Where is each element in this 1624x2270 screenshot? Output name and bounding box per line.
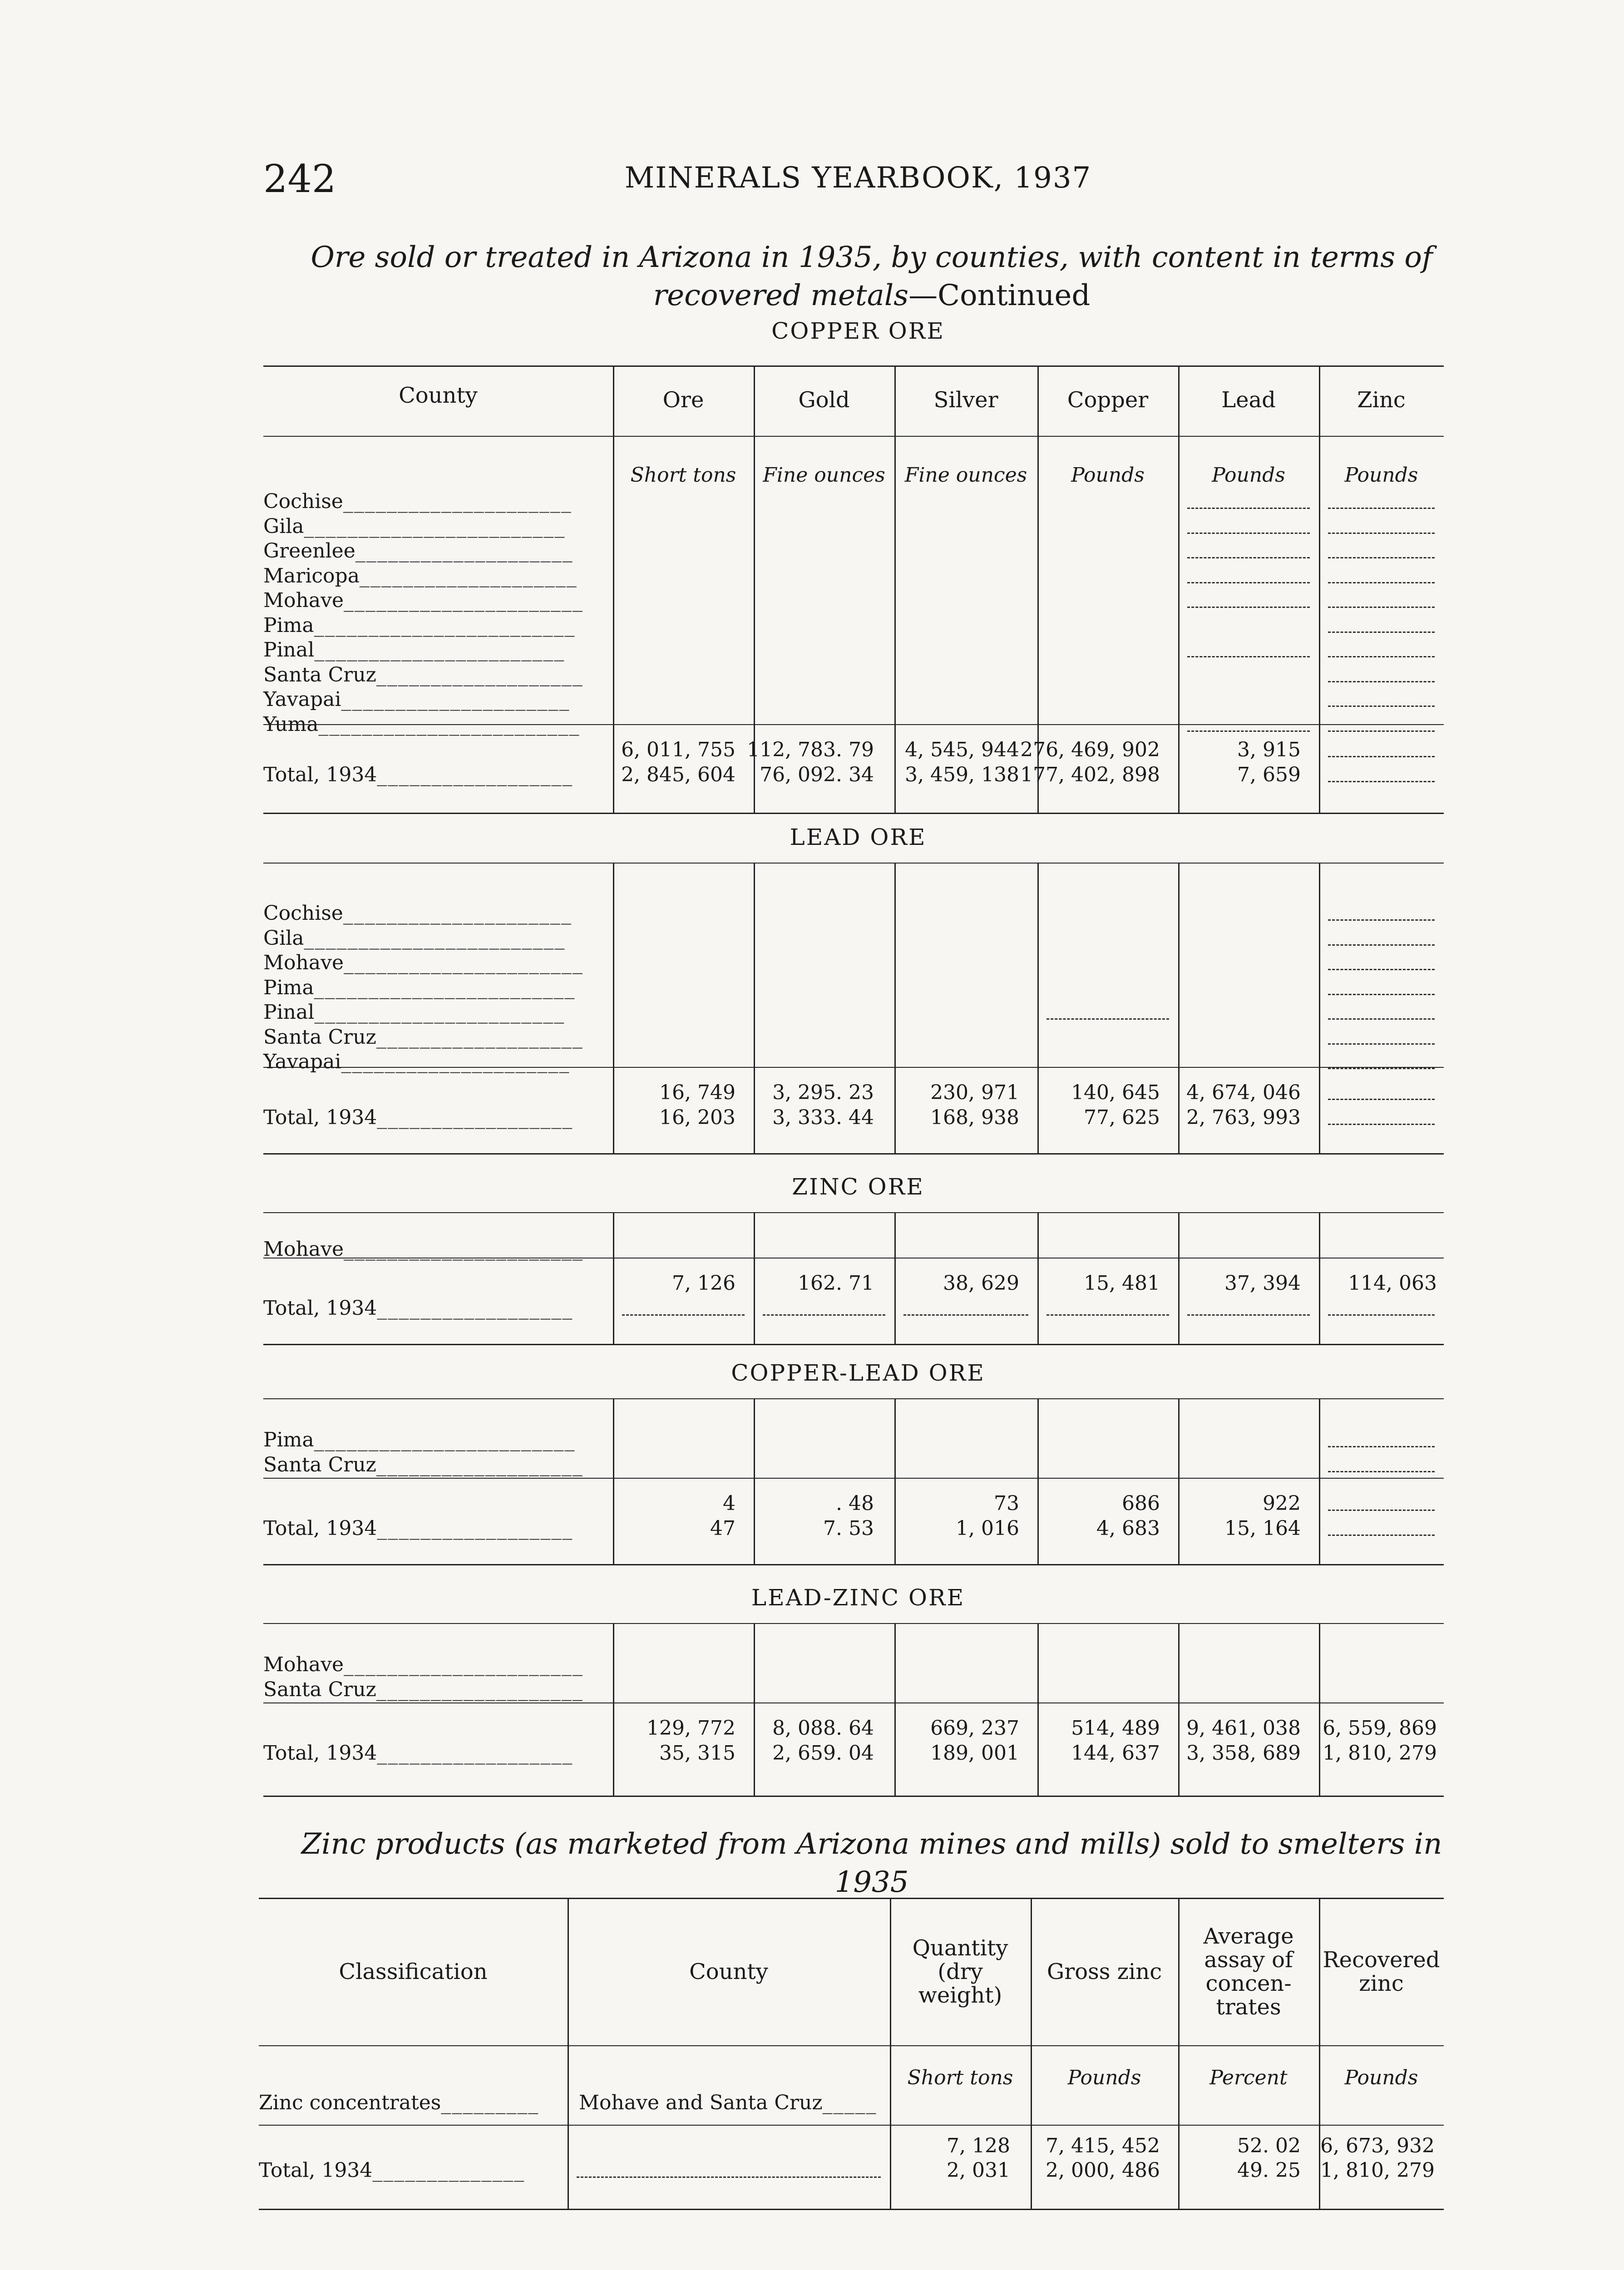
empty-cell-leader [1046,1314,1169,1316]
column-header-copper: Copper [1067,387,1149,413]
total-1934-value-cell: 16, 203 [659,1105,735,1129]
total-1934-value-cell: 7, 659 [1237,763,1301,786]
total-1934-value-cell: 2, 659. 04 [772,1741,874,1765]
total-1934-value-cell: 144, 637 [1071,1741,1160,1765]
total-value-cell: 9, 461, 038 [1186,1717,1301,1740]
column-header-line: Gross zinc [1046,1959,1162,1984]
dot-leader: _________ [441,2091,539,2114]
table-rule [263,436,1444,437]
column-divider [754,1623,755,1796]
total-1934-label-text: Total, 1934 [263,1105,377,1129]
total-1934-value-cell: 2, 845, 604 [621,763,735,786]
column-divider [894,1398,896,1564]
dot-leader: ______________________ [344,589,584,612]
empty-cell-leader [1328,1314,1435,1316]
empty-cell-leader [1328,533,1435,534]
dot-leader: ___________________ [376,1678,583,1701]
empty-cell-leader [1328,1471,1435,1472]
empty-cell-leader [1187,730,1310,732]
column-header-silver: Silver [933,387,998,413]
total-value-cell: 669, 237 [930,1717,1019,1740]
total-1934-value-cell: 2, 763, 993 [1186,1105,1301,1129]
empty-cell-leader [1328,656,1435,657]
dot-leader: ________________________ [304,514,566,538]
empty-cell-leader [1046,1018,1169,1020]
county-label [263,564,578,588]
county-label-text: Gila [263,514,304,538]
table-rule [263,1796,1444,1797]
total-1934-value-cell: 7. 53 [823,1516,874,1540]
column-divider [613,436,614,813]
total-1934-value-cell: 77, 625 [1084,1105,1160,1129]
column-header-line: assay of [1204,1947,1293,1973]
empty-cell-leader [1328,681,1435,682]
total-1934-label [263,1516,573,1541]
county-label-text: Santa Cruz [263,663,376,686]
column-header-line: weight) [918,1982,1002,2008]
unit-label: Pounds [1071,464,1145,487]
county-label [263,638,565,662]
table-rule [263,365,1444,367]
dot-leader: ________________________ [314,613,576,637]
county-label [263,489,572,514]
empty-cell-leader [1187,508,1310,509]
unit-label: Short tons [907,2066,1013,2089]
empty-cell-leader [1328,1535,1435,1536]
county-label-text: Santa Cruz [263,1453,376,1476]
total-value-cell: 7, 126 [672,1272,735,1295]
dot-leader: __________________ [377,1296,573,1320]
empty-cell-leader [1328,1099,1435,1100]
total-1934-value-cell: 3, 358, 689 [1186,1741,1301,1765]
running-title: MINERALS YEARBOOK, 1937 [624,161,1092,195]
column-divider [1031,1898,1032,2209]
dot-leader: ___________________ [376,1453,583,1476]
total-value-cell: 514, 489 [1071,1717,1160,1740]
column-header-line: Recovered [1323,1947,1440,1973]
dot-leader: __________________ [377,1741,573,1765]
county-label-text: Santa Cruz [263,1025,376,1049]
table-rule [263,1344,1444,1345]
dot-leader: ______________________ [344,1653,584,1676]
column-header-zinc: Zinc [1357,387,1406,413]
total-value-cell: 38, 629 [943,1272,1019,1295]
empty-cell-leader [1328,1124,1435,1125]
column-header-line: Average [1203,1923,1294,1949]
column-divider [613,1212,614,1344]
total-1934-value-cell: 3, 333. 44 [772,1105,874,1129]
total-1934-label [263,1296,573,1321]
section-title-copper-lead-ore: COPPER-LEAD ORE [731,1360,985,1386]
county-label-text: Gila [263,926,304,950]
column-header-lead: Lead [1221,387,1276,413]
total-1934-value-cell: 49. 25 [1237,2159,1301,2182]
table-rule [259,2209,1444,2210]
total-value-cell: 16, 749 [659,1081,735,1104]
column-header-line: concen- [1205,1970,1292,1996]
table-rule [263,1478,1444,1479]
total-1934-value-cell: 47 [710,1516,735,1540]
total-value-cell: 4, 545, 944 [905,738,1019,761]
empty-cell-leader [577,2176,881,2178]
unit-label: Pounds [1212,464,1285,487]
total-value-cell: 686 [1122,1492,1160,1515]
county-label-text: Pima [263,1428,314,1451]
total-value-cell: 4, 674, 046 [1186,1081,1301,1104]
column-divider [1037,1623,1039,1796]
column-header-county: County [399,383,478,408]
county-label [263,901,572,926]
unit-label: Short tons [630,464,736,487]
total-value-cell: 922 [1263,1492,1301,1515]
total-1934-label-text: Total, 1934 [259,2159,373,2182]
total-value-cell: 6, 011, 755 [621,738,735,761]
empty-cell-leader [1328,919,1435,921]
total-1934-value-cell: 1, 016 [956,1516,1019,1540]
county-label [263,976,576,1000]
total-1934-value-cell: 15, 164 [1224,1516,1301,1540]
empty-cell-leader [1328,1018,1435,1020]
county-label [263,1000,565,1025]
total-value-cell: 276, 469, 902 [1020,738,1160,761]
total-1934-value-cell: 189, 001 [930,1741,1019,1765]
total-value-cell: 6, 673, 932 [1320,2134,1435,2157]
column-divider [613,1623,614,1796]
column-divider [754,863,755,1153]
dot-leader: ________________________ [314,1428,576,1451]
empty-cell-leader [903,1314,1028,1316]
total-value-cell: . 48 [836,1492,874,1515]
column-divider [568,1898,569,2209]
empty-cell-leader [1328,781,1435,782]
table-rule [259,1898,1444,1899]
total-value-cell: 8, 088. 64 [772,1717,874,1740]
total-1934-value-cell: 2, 031 [947,2159,1010,2182]
table1-title-suffix: —Continued [908,279,1091,312]
total-value-cell: 73 [994,1492,1019,1515]
empty-cell-leader [622,1314,745,1316]
total-value-cell: 140, 645 [1071,1081,1160,1104]
table2-title: Zinc products (as marketed from Arizona mines and mills) sold to smelters in 1935 [301,1827,1442,1899]
empty-cell-leader [1187,1314,1310,1316]
column-divider [1178,1398,1180,1564]
total-value-cell: 6, 559, 869 [1323,1717,1437,1740]
county-label [263,687,570,712]
column-divider [754,1398,755,1564]
empty-cell-leader [1187,656,1310,657]
total-1934-label-text: Total, 1934 [263,1516,377,1540]
table-rule [263,1067,1444,1068]
county-label-text: Cochise [263,902,343,925]
table-rule [263,1702,1444,1703]
county-label-text: Mohave [263,589,344,612]
section-title-lead-zinc-ore: LEAD-ZINC ORE [751,1584,965,1611]
total-value-cell: 52. 02 [1237,2134,1301,2157]
column-divider [1178,1623,1180,1796]
total-value-cell: 230, 971 [930,1081,1019,1104]
table-rule [263,1564,1444,1565]
total-1934-label [263,1741,573,1766]
table-rule [263,813,1444,814]
column-divider [1037,1398,1039,1564]
column-header-line: trates [1216,1994,1281,2020]
table-rule [259,2125,1444,2126]
dot-leader: _____ [822,2091,877,2114]
dot-leader: _____________________ [341,1050,570,1073]
empty-cell-leader [1328,730,1435,732]
total-value-cell: 3, 915 [1237,738,1301,761]
total-1934-value-cell: 4, 683 [1096,1516,1160,1540]
dot-leader: ____________________ [355,539,573,563]
column-divider [894,1623,896,1796]
dot-leader: ________________________ [304,926,566,950]
total-value-cell: 7, 128 [947,2134,1010,2157]
column-header-gold: Gold [798,387,850,413]
total-value-cell: 162. 71 [798,1272,874,1295]
county-label [263,663,583,687]
dot-leader: ___________________ [376,1025,583,1049]
county-label-text: Yavapai [263,1050,341,1073]
dot-leader: ____________________ [359,564,578,587]
section-title-copper-ore: COPPER ORE [771,318,945,344]
empty-cell-leader [1328,1510,1435,1511]
county-label-text: Yuma [263,712,319,736]
dot-leader: _____________________ [343,902,572,925]
county-label [263,1428,576,1452]
empty-cell-leader [763,1314,885,1316]
dot-leader: __________________ [377,763,573,786]
empty-cell-leader [1328,557,1435,558]
county-label-text: Mohave [263,1238,344,1261]
dot-leader: ______________ [372,2159,525,2182]
table-rule [263,1398,1444,1399]
column-divider [1037,863,1039,1153]
column-header-line: County [689,1959,768,1984]
county-label [263,514,566,539]
table-rule [263,1623,1444,1624]
table-rule [263,724,1444,725]
page-header [263,157,1453,211]
column-divider [1178,863,1180,1153]
section-title-zinc-ore: ZINC ORE [792,1174,924,1200]
unit-label: Fine ounces [763,464,885,487]
county-label [579,2091,877,2115]
county-label-text: Cochise [263,490,343,513]
total-1934-value-cell: 1, 810, 279 [1320,2159,1435,2182]
dot-leader: _______________________ [314,1001,565,1024]
total-value-cell: 114, 063 [1348,1272,1437,1295]
classification-label-text: Zinc concentrates [259,2091,441,2114]
column-divider [894,1212,896,1344]
total-1934-value-cell: 177, 402, 898 [1020,763,1160,786]
table-rule [263,1153,1444,1155]
dot-leader: ______________________ [344,1238,584,1261]
total-1934-value-cell: 2, 000, 486 [1046,2159,1160,2182]
empty-cell-leader [1328,1446,1435,1447]
column-divider [613,1398,614,1564]
total-value-cell: 7, 415, 452 [1046,2134,1160,2157]
total-1934-label [259,2158,525,2183]
column-divider [1319,863,1320,1153]
county-label [263,1025,583,1050]
county-label-text: Mohave [263,1653,344,1676]
empty-cell-leader [1187,557,1310,558]
county-label-text: Maricopa [263,564,360,587]
empty-cell-leader [1328,582,1435,583]
empty-cell-leader [1328,706,1435,707]
county-label-text: Pima [263,613,314,637]
total-value-cell: 3, 295. 23 [772,1081,874,1104]
empty-cell-leader [1328,607,1435,608]
dot-leader: __________________ [377,1105,573,1129]
county-label-text: Greenlee [263,539,355,563]
county-label [263,1653,583,1677]
empty-cell-leader [1328,1068,1435,1069]
county-label-text: Pinal [263,638,315,661]
total-1934-value-cell: 3, 459, 138 [905,763,1019,786]
county-label [263,588,583,613]
county-label-text: Pinal [263,1001,315,1024]
unit-label: Fine ounces [904,464,1027,487]
dot-leader: ___________________ [376,663,583,686]
column-divider [1319,1212,1320,1344]
county-label-text: Pima [263,976,314,999]
section-title-lead-ore: LEAD ORE [790,824,927,850]
classification-label [259,2091,539,2115]
column-header-line: Quantity [912,1935,1008,1961]
column-divider [1037,1212,1039,1344]
column-header-line: zinc [1359,1970,1404,1996]
table1-title [263,238,1480,315]
empty-cell-leader [1328,1043,1435,1045]
column-divider [1319,436,1320,813]
total-1934-label [263,1105,573,1130]
empty-cell-leader [1328,969,1435,970]
county-label [263,926,566,951]
column-divider [894,863,896,1153]
column-divider [754,1212,755,1344]
county-label [263,539,573,563]
total-value-cell: 112, 783. 79 [747,738,874,761]
total-value-cell: 15, 481 [1084,1272,1160,1295]
total-1934-value-cell: 168, 938 [930,1105,1019,1129]
dot-leader: _____________________ [343,490,572,513]
total-1934-label-text: Total, 1934 [263,763,377,786]
county-label [263,1050,570,1074]
table-rule [263,1212,1444,1213]
unit-label: Pounds [1067,2066,1141,2089]
unit-label: Pounds [1344,2066,1418,2089]
dot-leader: _______________________ [314,638,565,661]
empty-cell-leader [1187,533,1310,534]
county-label [263,613,576,638]
total-value-cell: 4 [723,1492,735,1515]
page-number: 242 [263,157,336,201]
total-1934-value-cell: 35, 315 [659,1741,735,1765]
unit-label: Percent [1209,2066,1288,2089]
county-label-text: Yavapai [263,688,341,711]
total-1934-value-cell: 76, 092. 34 [760,763,874,786]
total-1934-label-text: Total, 1934 [263,1741,377,1765]
county-label-text: Mohave and Santa Cruz [579,2091,823,2114]
total-value-cell: 129, 772 [647,1717,735,1740]
total-value-cell: 37, 394 [1224,1272,1301,1295]
dot-leader: __________________ [377,1516,573,1540]
total-1934-label [263,763,573,787]
total-1934-label-text: Total, 1934 [263,1296,377,1320]
empty-cell-leader [1328,508,1435,509]
county-label [263,951,583,975]
table1-title-text: Ore sold or treated in Arizona in 1935, by counties, with content in terms of recovered metals [311,241,1433,312]
empty-cell-leader [1328,756,1435,757]
column-divider [894,436,896,813]
column-header-line: Classification [339,1959,488,1984]
empty-cell-leader [1328,994,1435,995]
county-label [263,1678,583,1702]
column-divider [1319,1623,1320,1796]
table-rule [263,863,1444,864]
dot-leader: _____________________ [341,688,570,711]
county-label-text: Santa Cruz [263,1678,376,1701]
empty-cell-leader [1328,632,1435,633]
column-divider [1178,436,1180,813]
dot-leader: ________________________ [318,712,580,736]
column-divider [1319,1398,1320,1564]
unit-label: Pounds [1344,464,1418,487]
column-divider [613,863,614,1153]
empty-cell-leader [1187,607,1310,608]
empty-cell-leader [1328,944,1435,946]
column-divider [1178,1212,1180,1344]
column-header-line: (dry [938,1959,983,1984]
dot-leader: ______________________ [344,951,584,974]
column-header-ore: Ore [662,387,704,413]
dot-leader: ________________________ [314,976,576,999]
total-1934-value-cell: 1, 810, 279 [1323,1741,1437,1765]
county-label [263,1453,583,1477]
empty-cell-leader [1187,582,1310,583]
county-label-text: Mohave [263,951,344,974]
table-rule [259,2045,1444,2046]
